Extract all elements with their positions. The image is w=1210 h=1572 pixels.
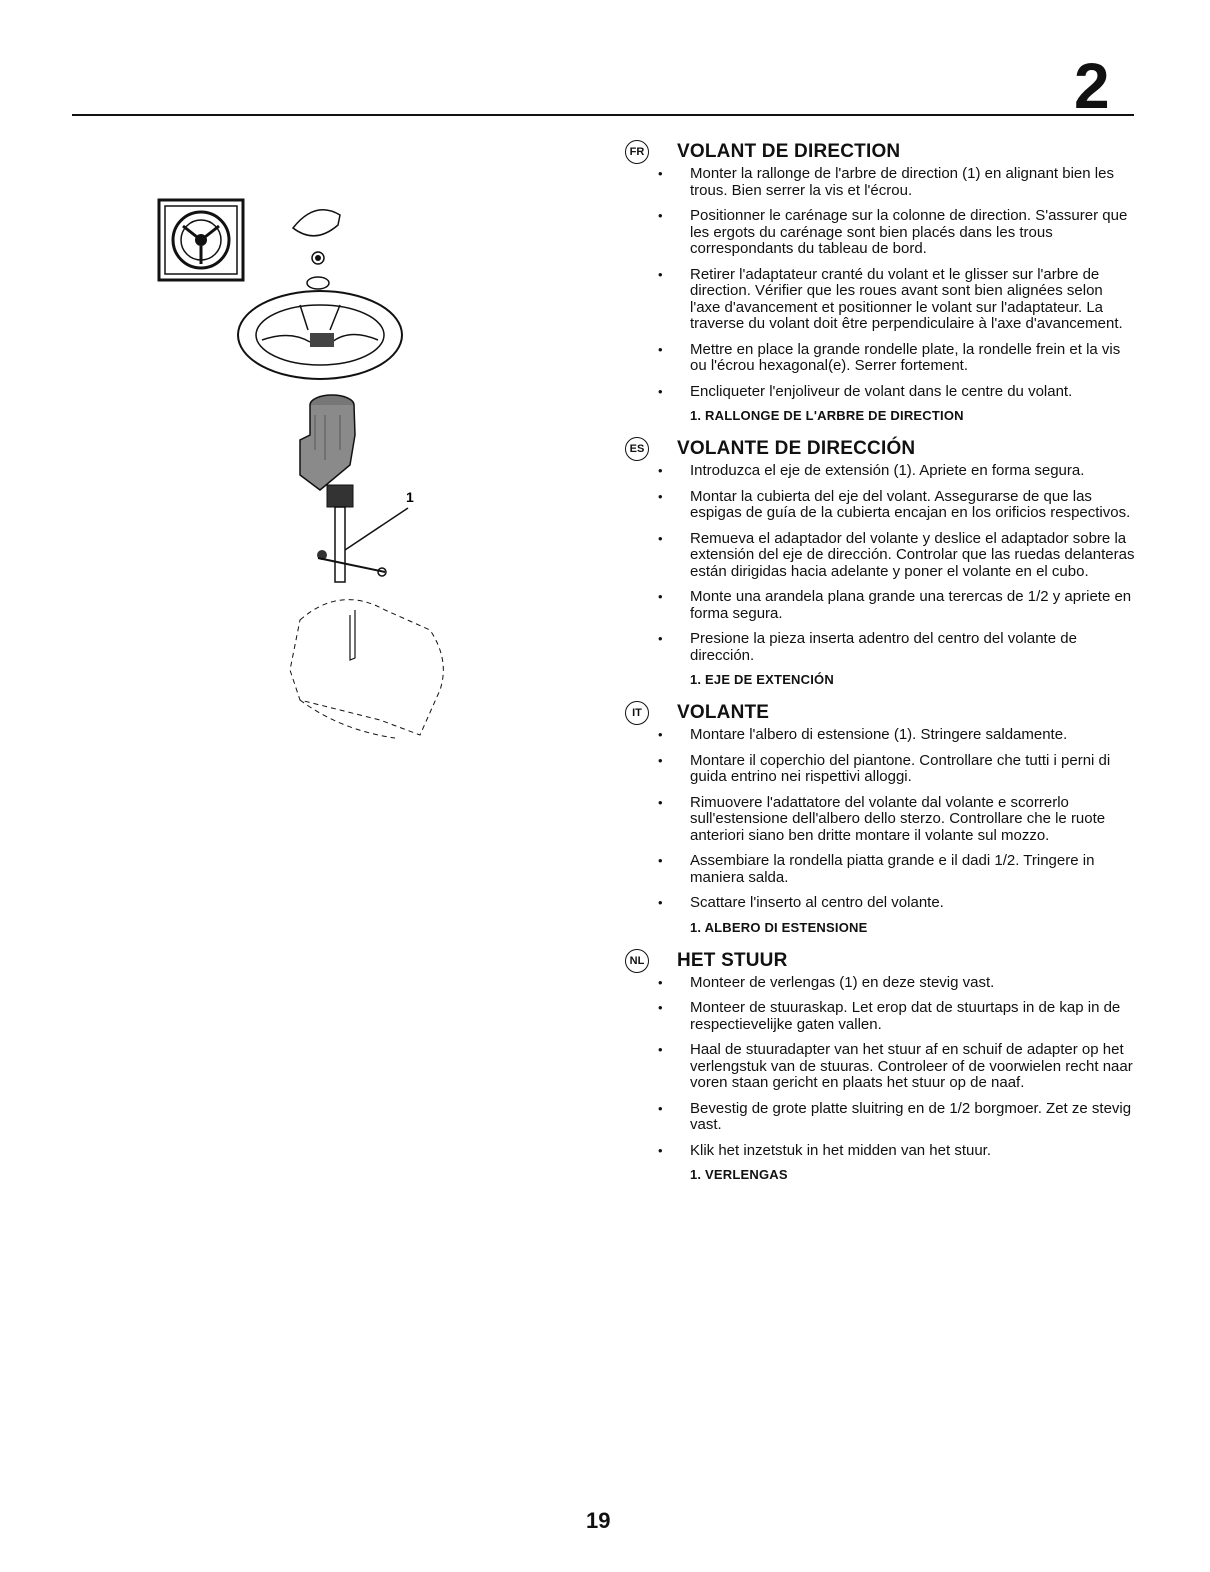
list-item: • Introduzca el eje de extensión (1). Apriete en forma segura. — [625, 463, 1137, 480]
list-item: • Encliqueter l'enjoliveur de volant dans le centre du volant. — [625, 384, 1137, 401]
list-item: • Montare il coperchio del piantone. Controllare che tutti i perni di guida entrino nei rispettivi alloggi. — [625, 753, 1137, 786]
part-caption: 1. EJE DE EXTENCIÓN — [690, 672, 834, 687]
list-item: • Assembiare la rondella piatta grande e il dadi 1/2. Tringere in maniera salda. — [625, 853, 1137, 886]
section-it — [625, 699, 1137, 935]
steering-wheel-assembly-diagram — [150, 190, 450, 750]
list-item: • Scattare l'inserto al centro del volante. — [625, 895, 1137, 912]
instructions-column — [625, 138, 1137, 1194]
list-item: • Monteer de verlengas (1) en deze stevig vast. — [625, 975, 1137, 992]
lang-fr-badge: FR — [625, 140, 649, 164]
list-item: • Rimuovere l'adattatore del volante dal volante e scorrerlo sull'estensione dell'albero dello sterzo. Controllare che le ruote anteriori siano ben dritte montare il volante sul mozzo. — [625, 795, 1137, 845]
list-item: • Klik het inzetstuk in het midden van het stuur. — [625, 1143, 1137, 1160]
list-item: • Presione la pieza inserta adentro del centro del volante de dirección. — [625, 631, 1137, 664]
list-item: • Mettre en place la grande rondelle plate, la rondelle frein et la vis ou l'écrou hexagonal(e). Serrer fortement. — [625, 342, 1137, 375]
lang-es-badge: ES — [625, 437, 649, 461]
list-item: • Retirer l'adaptateur cranté du volant et le glisser sur l'arbre de direction. Vérifier que les roues avant sont bien alignées selon l'axe d'avancement et positionner le volant sur l'adaptateur. La traverse du volant doit être perpendiculaire à l'axe d'avancement. — [625, 267, 1137, 333]
header-rule — [72, 114, 1134, 116]
section-title: VOLANT DE DIRECTION — [677, 141, 901, 162]
section-fr — [625, 138, 1137, 423]
list-item: • Positionner le carénage sur la colonne de direction. S'assurer que les ergots du carénage sont bien placés dans les trous correspondants du tableau de bord. — [625, 208, 1137, 258]
column-cover-part — [300, 395, 355, 490]
chapter-number: 2 — [1074, 50, 1110, 122]
page-number: 19 — [586, 1508, 611, 1533]
lang-nl-badge: NL — [625, 949, 649, 973]
list-item: • Haal de stuuradapter van het stuur af en schuif de adapter op het verlengstuk van de stuuras. Controleer of de voorwielen recht naar voren staan gericht en plaats het stuur op de naaf. — [625, 1042, 1137, 1092]
part-caption: 1. ALBERO DI ESTENSIONE — [690, 919, 868, 935]
list-item: • Bevestig de grote platte sluitring en de 1/2 borgmoer. Zet ze stevig vast. — [625, 1101, 1137, 1134]
part-caption: 1. VERLENGAS — [690, 1167, 788, 1182]
section-title: HET STUUR — [677, 949, 788, 971]
dashboard-console-outline — [290, 600, 443, 738]
callout-label: 1 — [406, 489, 414, 505]
steering-wheel-inset-icon — [159, 200, 243, 280]
section-title: VOLANTE — [677, 702, 770, 723]
section-nl — [625, 947, 1137, 1183]
list-item: • Monter la rallonge de l'arbre de direction (1) en alignant bien les trous. Bien serrer la vis et l'écrou. — [625, 166, 1137, 199]
lang-it-badge: IT — [625, 701, 649, 725]
list-item: • Remueva el adaptador del volante y deslice el adaptador sobre la extensión del eje de dirección. Controlar que las ruedas delanteras están dirigidas hacia adelante y poner el volante en el cubo. — [625, 531, 1137, 581]
list-item: • Montare l'albero di estensione (1). Stringere saldamente. — [625, 727, 1137, 744]
list-item: • Montar la cubierta del eje del volant. Assegurarse de que las espigas de guía de la cubierta encajan en los orificios respectivos. — [625, 489, 1137, 522]
part-caption: 1. RALLONGE DE L'ARBRE DE DIRECTION — [690, 408, 964, 423]
section-es — [625, 435, 1137, 687]
list-item: • Monte una arandela plana grande una terercas de 1/2 y apriete en forma segura. — [625, 589, 1137, 622]
steering-wheel-part — [238, 291, 402, 379]
section-title: VOLANTE DE DIRECCIÓN — [677, 438, 916, 459]
list-item: • Monteer de stuuraskap. Let erop dat de stuurtaps in de kap in de respectievelijke gaten vallen. — [625, 1000, 1137, 1033]
